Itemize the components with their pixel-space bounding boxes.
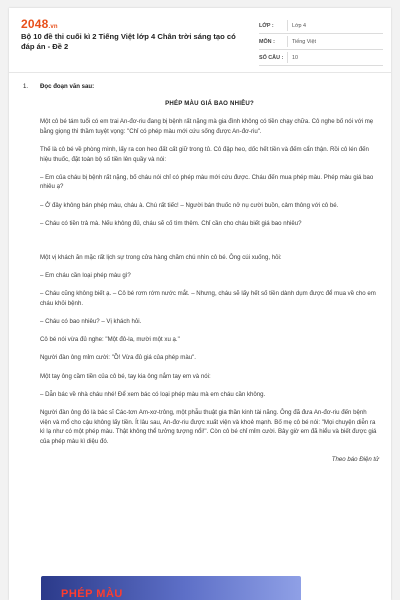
meta-separator xyxy=(287,36,288,47)
meta-separator xyxy=(287,20,288,31)
meta-row-subject xyxy=(259,34,383,50)
story-paragraph: – Cháu cũng không biết ạ. – Cô bé rơm rớm nước mắt. – Nhưng, cháu sẽ lấy hết số tiền dành dụm được để mua về cho em cháu khỏi bệnh. xyxy=(40,290,376,307)
story-paragraphs-part-1 xyxy=(40,117,379,228)
site-logo[interactable]: 2048.vn xyxy=(21,17,58,31)
document-header xyxy=(9,8,391,64)
story-paragraph: Một tay ông cầm tiền của cô bé, tay kia ông nắm tay em và nói: xyxy=(40,372,211,380)
meta-separator xyxy=(287,52,288,63)
question-heading xyxy=(23,82,379,92)
story-paragraph: – Dẫn bác về nhà cháu nhé! Để xem bác có loại phép màu mà em cháu cần không. xyxy=(40,390,266,398)
story-paragraph: Thế là cô bé về phòng mình, lấy ra con heo đất cất giữ trong tủ. Cô đập heo, dốc hết tiền và đếm cẩn thận. Rồi cô lén đến hiệu thuốc, đặt toàn bộ số tiền lên quầy và nói: xyxy=(40,145,369,163)
story-paragraph: Một vị khách ăn mặc rất lịch sự trong cửa hàng chăm chú nhìn cô bé. Ông cúi xuống, hỏi: xyxy=(40,253,282,261)
story-source: Theo báo Điện tử xyxy=(331,455,379,463)
document-meta xyxy=(259,18,383,66)
story-paragraph: Một cô bé tám tuổi có em trai An-đơ-riu đang bị bệnh rất nặng mà gia đình không có tiền chạy chữa. Cô nghe bố nói với mẹ bằng giọng thì thầm tuyệt vọng: "Chỉ có phép màu mới cứu sống được An-đơ-riu". xyxy=(40,118,374,135)
story-paragraph: Cô bé nói vừa đủ nghe: "Một đô-la, mười một xu ạ." xyxy=(40,336,180,344)
meta-label: SỐ CÂU : xyxy=(259,54,284,61)
story-paragraphs-part-2 xyxy=(40,253,379,446)
story-paragraph: – Cháu có bao nhiêu? – Vị khách hỏi. xyxy=(40,318,142,326)
document-title: Bộ 10 đề thi cuối kì 2 Tiếng Việt lớp 4 Chân trời sáng tạo có đáp án - Đề 2 xyxy=(21,32,236,51)
story-title: PHÉP MÀU GIÁ BAO NHIÊU? xyxy=(165,99,254,107)
meta-value: Lớp 4 xyxy=(292,22,307,29)
question-instruction: Đọc đoạn văn sau: xyxy=(40,83,95,90)
document-page xyxy=(9,8,391,600)
story-body xyxy=(23,99,379,465)
question-content xyxy=(23,82,379,465)
meta-row-grade xyxy=(259,18,383,34)
story-illustration xyxy=(41,576,301,600)
meta-value: 10 xyxy=(292,54,298,61)
meta-value: Tiếng Việt xyxy=(292,38,316,45)
story-paragraph: Người đàn ông mỉm cười: "Ồ! Vừa đủ giá của phép màu". xyxy=(40,354,196,362)
illustration-title: PHÉP MÀU xyxy=(61,588,123,600)
meta-label: LỚP : xyxy=(259,22,274,29)
story-paragraph: – Ở đây không bán phép màu, cháu à. Chú rất tiếc! – Người bán thuốc nở nụ cười buồn, cảm thông với cô bé. xyxy=(40,201,339,209)
story-paragraph: – Em cháu cần loại phép màu gì? xyxy=(40,272,131,280)
meta-row-question-count xyxy=(259,50,383,66)
header-divider xyxy=(9,72,391,73)
question-number: 1. xyxy=(23,83,29,90)
paragraph-gap xyxy=(40,237,379,253)
story-paragraph: – Em của cháu bị bệnh rất nặng, bố cháu nói chỉ có phép màu mới cứu được. Cháu đến mua phép màu. Phép màu giá bao nhiêu ạ? xyxy=(40,173,374,191)
meta-label: MÔN : xyxy=(259,38,275,45)
story-paragraph: – Cháu có tiền trả mà. Nếu không đủ, cháu sẽ cố tìm thêm. Chỉ cần cho cháu biết giá bao nhiêu? xyxy=(40,219,302,227)
story-paragraph: Người đàn ông đó là bác sĩ Các-tơn Am-xơ-trông, một phẫu thuật gia thần kinh tài năng. Ông đã đưa An-đơ-riu đến bệnh viện và mổ cho cậu không lấy tiền. Ít lâu sau, An-đơ-riu được xuất viện và khoẻ mạnh. Bố mẹ cô bé nói: "Mọi chuyện diễn ra kì lạ như có một phép màu. Thật không thể tưởng tượng nổi!". Còn cô bé chỉ mỉm cười. Bây giờ em đã hiểu và biết được giá của phép màu kì diệu đó. xyxy=(40,409,377,445)
